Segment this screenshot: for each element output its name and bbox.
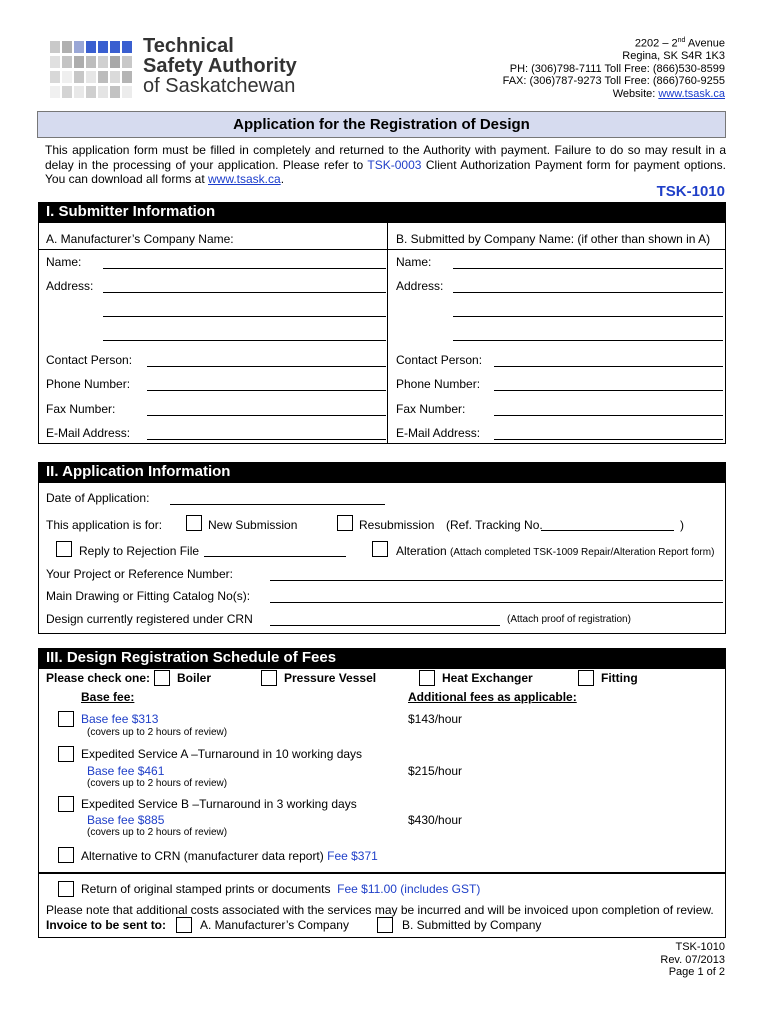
new-submission-checkbox[interactable] — [186, 515, 202, 531]
b-address-field-3[interactable] — [453, 340, 723, 341]
alteration-note: (Attach completed TSK-1009 Repair/Alteration Report form) — [450, 547, 715, 558]
invoice-manufacturer-label: A. Manufacturer’s Company — [200, 918, 349, 932]
new-submission-label: New Submission — [208, 518, 298, 532]
heat-exchanger-label: Heat Exchanger — [442, 671, 533, 685]
rate-430: $430/hour — [408, 813, 463, 827]
base-fee-313-checkbox[interactable] — [58, 711, 74, 727]
col-a-label: A. Manufacturer’s Company Name: — [46, 232, 234, 246]
alt-crn-checkbox[interactable] — [58, 847, 74, 863]
crn-note: (Attach proof of registration) — [507, 614, 631, 625]
ref-tracking-field[interactable] — [541, 530, 674, 531]
address-fax: FAX: (306)787-9273 Toll Free: (866)760-9255 — [502, 75, 725, 88]
section-3-heading: III. Design Registration Schedule of Fees — [38, 648, 726, 668]
rejection-file-field[interactable] — [204, 556, 346, 557]
a-address-field-1[interactable] — [103, 292, 386, 293]
boiler-label: Boiler — [177, 671, 212, 685]
resubmission-label: Resubmission — [359, 518, 435, 532]
address-website: Website: www.tsask.ca — [612, 87, 725, 100]
base-fee-461-label: Base fee $461 — [87, 764, 165, 778]
a-contact-field[interactable] — [147, 366, 386, 367]
alteration-checkbox[interactable] — [372, 541, 388, 557]
logo-text-safety-authority: Safety Authority — [143, 55, 297, 77]
base-fee-461-covers: (covers up to 2 hours of review) — [87, 778, 228, 789]
a-name-label: Name: — [46, 255, 82, 269]
b-address-field-1[interactable] — [453, 292, 723, 293]
expedited-a-checkbox[interactable] — [58, 746, 74, 762]
additional-fees-heading: Additional fees as applicable: — [408, 690, 577, 704]
logo-text-technical: Technical — [143, 35, 234, 57]
b-contact-label: Contact Person: — [396, 353, 483, 367]
a-email-label: E-Mail Address: — [46, 426, 131, 440]
b-name-field[interactable] — [453, 268, 723, 269]
footer-page: Page 1 of 2 — [668, 966, 725, 978]
expedited-b-label: Expedited Service B –Turnaround in 3 working days — [81, 797, 357, 811]
expedited-b-checkbox[interactable] — [58, 796, 74, 812]
project-ref-label: Your Project or Reference Number: — [46, 567, 233, 581]
base-fee-885-covers: (covers up to 2 hours of review) — [87, 827, 228, 838]
website-link[interactable]: www.tsask.ca — [658, 87, 725, 100]
section-1-header-rule — [38, 249, 726, 250]
b-email-field[interactable] — [494, 439, 723, 440]
b-contact-field[interactable] — [494, 366, 723, 367]
return-prints-label: Return of original stamped prints or documents — [81, 882, 331, 896]
intro-text: This application form must be filled in completely and returned to the Authority with payment. Failure to do so may result in a delay in the processing of your application. Please refer to TSK-0003 Client Authorization Payment form for payment options. You can download all forms at www.tsask.ca. — [45, 143, 726, 186]
tsk-0003-ref: TSK-0003 — [367, 157, 422, 172]
a-address-field-2[interactable] — [103, 316, 386, 317]
logo-text-saskatchewan: of Saskatchewan — [143, 75, 296, 97]
section-1-divider — [387, 222, 388, 444]
col-b-label: B. Submitted by Company Name: (if other than shown in A) — [396, 232, 711, 246]
b-fax-field[interactable] — [494, 415, 723, 416]
a-fax-field[interactable] — [147, 415, 386, 416]
ref-tracking-label: (Ref. Tracking No. — [446, 518, 543, 532]
a-contact-label: Contact Person: — [46, 353, 133, 367]
base-fee-313-covers: (covers up to 2 hours of review) — [87, 727, 228, 738]
intro-website-link[interactable]: www.tsask.ca — [208, 172, 281, 186]
address-phone: PH: (306)798-7111 Toll Free: (866)530-8599 — [509, 62, 725, 75]
return-prints-fee: Fee $11.00 (includes GST) — [337, 882, 481, 896]
date-label: Date of Application: — [46, 491, 150, 505]
section-1-heading: I. Submitter Information — [38, 202, 726, 222]
reply-rejection-checkbox[interactable] — [56, 541, 72, 557]
b-email-label: E-Mail Address: — [396, 426, 481, 440]
invoice-manufacturer-checkbox[interactable] — [176, 917, 192, 933]
rate-143: $143/hour — [408, 712, 463, 726]
additional-costs-note: Please note that additional costs associated with the services may be incurred and will be invoiced upon completion of review. — [46, 903, 714, 917]
address-city: Regina, SK S4R 1K3 — [622, 50, 725, 63]
section-1-box — [38, 222, 726, 444]
alt-crn-label: Alternative to CRN (manufacturer data report) — [81, 849, 324, 863]
return-prints-checkbox[interactable] — [58, 881, 74, 897]
base-fee-heading: Base fee: — [81, 690, 135, 704]
date-field[interactable] — [170, 504, 385, 505]
invoice-label: Invoice to be sent to: — [46, 918, 167, 932]
b-address-label: Address: — [396, 279, 444, 293]
form-code: TSK-1010 — [656, 183, 725, 200]
b-phone-field[interactable] — [494, 390, 723, 391]
is-for-label: This application is for: — [46, 518, 163, 532]
base-fee-313-label: Base fee $313 — [81, 712, 159, 726]
project-ref-field[interactable] — [270, 580, 723, 581]
fitting-checkbox[interactable] — [578, 670, 594, 686]
footer-code: TSK-1010 — [675, 941, 725, 953]
fitting-label: Fitting — [601, 671, 638, 685]
footer — [660, 941, 725, 979]
main-drawing-label: Main Drawing or Fitting Catalog No(s): — [46, 589, 251, 603]
address-street: 2202 – 2nd Avenue — [634, 37, 725, 50]
address-block — [503, 35, 725, 100]
a-email-field[interactable] — [147, 439, 386, 440]
alt-crn-fee: Fee $371 — [327, 849, 378, 863]
a-name-field[interactable] — [103, 268, 386, 269]
b-phone-label: Phone Number: — [396, 377, 481, 391]
a-phone-label: Phone Number: — [46, 377, 131, 391]
check-one-label: Please check one: — [46, 671, 151, 685]
base-fee-885-label: Base fee $885 — [87, 813, 165, 827]
resubmission-checkbox[interactable] — [337, 515, 353, 531]
footer-rev: Rev. 07/2013 — [660, 953, 725, 966]
expedited-a-label: Expedited Service A –Turnaround in 10 working days — [81, 747, 363, 761]
crn-label: Design currently registered under CRN — [46, 612, 253, 626]
a-fax-label: Fax Number: — [46, 402, 116, 416]
invoice-submitter-label: B. Submitted by Company — [402, 918, 542, 932]
b-address-field-2[interactable] — [453, 316, 723, 317]
page-title: Application for the Registration of Design — [37, 111, 726, 138]
a-phone-field[interactable] — [147, 390, 386, 391]
ref-close-paren: ) — [680, 518, 684, 532]
pressure-vessel-checkbox[interactable] — [261, 670, 277, 686]
reply-rejection-label: Reply to Rejection File — [79, 544, 200, 558]
b-name-label: Name: — [396, 255, 432, 269]
heat-exchanger-checkbox[interactable] — [419, 670, 435, 686]
a-address-label: Address: — [46, 279, 94, 293]
invoice-submitter-checkbox[interactable] — [377, 917, 393, 933]
main-drawing-field[interactable] — [270, 602, 723, 603]
a-address-field-3[interactable] — [103, 340, 386, 341]
section-2-heading: II. Application Information — [38, 462, 726, 482]
alteration-label: Alteration — [396, 544, 447, 558]
crn-field[interactable] — [270, 625, 500, 626]
b-fax-label: Fax Number: — [396, 402, 466, 416]
pressure-vessel-label: Pressure Vessel — [284, 671, 377, 685]
rate-215: $215/hour — [408, 764, 463, 778]
boiler-checkbox[interactable] — [154, 670, 170, 686]
